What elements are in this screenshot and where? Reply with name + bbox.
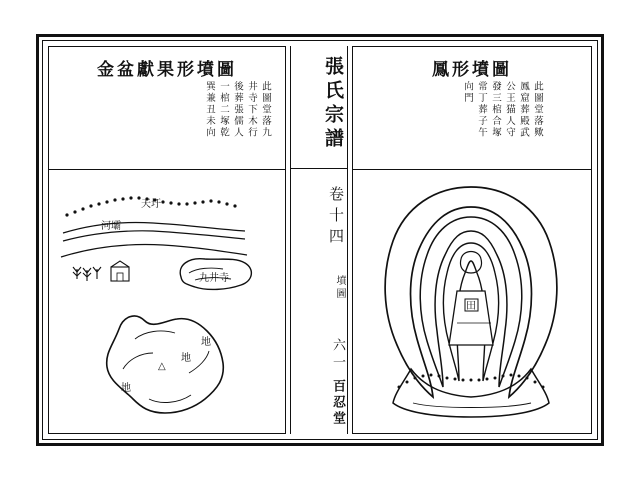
left-page-caption <box>204 81 271 139</box>
caption-column: 發三棺合塚 <box>490 81 501 139</box>
right-page-figure <box>353 173 591 433</box>
caption-column: 此圖堂落九 <box>260 81 271 139</box>
book-spine-strip <box>290 46 348 434</box>
label-land-1: 地 <box>181 353 191 364</box>
caption-column: 一棺二塚乾 <box>218 81 229 139</box>
label-tian-xu: 天圩 <box>141 199 161 210</box>
phoenix-head-shape <box>460 252 481 274</box>
caption-column: 此圖堂落歟 <box>532 81 543 139</box>
road-line <box>61 245 247 258</box>
right-page-header-rule <box>353 169 591 170</box>
tree-cluster-icon <box>73 267 101 281</box>
caption-column: 井寺下木行 <box>246 81 257 139</box>
label-jiujing-temple: 九井寺 <box>199 273 229 284</box>
left-page-title: 金盆獻果形墳圖 <box>97 60 237 80</box>
phoenix-shaped-grave-diagram <box>353 173 591 431</box>
publisher-name: 百忍堂 <box>330 379 345 427</box>
caption-column: 公王猫人守 <box>504 81 515 139</box>
label-land-2: 地 <box>201 337 211 348</box>
dotted-apron-edge <box>398 374 545 389</box>
mound-hatch <box>149 395 191 402</box>
page-number: 六一 <box>330 338 345 372</box>
mound-hatch <box>189 351 209 373</box>
mound-hatch <box>135 331 175 339</box>
mound-hatch <box>123 353 153 369</box>
tomb-structure-icon <box>111 261 129 281</box>
grave-marker: △ <box>158 361 166 372</box>
label-land-3: 地 <box>121 383 131 394</box>
volume-number: 卷十四 <box>327 185 345 249</box>
left-page-header-rule <box>49 169 285 170</box>
apron-hatch <box>413 403 531 408</box>
golden-basin-offering-fruit-grave-diagram <box>49 173 285 431</box>
book-title: 張氏宗譜 <box>322 56 344 152</box>
left-page-figure <box>49 173 285 433</box>
label-river-dam: 河壩 <box>101 221 121 232</box>
caption-column: 鳳窟葬殿武 <box>518 81 529 139</box>
right-page-title: 鳳形墳圖 <box>432 60 512 80</box>
spine-header-rule <box>291 168 347 169</box>
caption-column: 後葬張儒人 <box>232 81 243 139</box>
lower-apron-outline <box>393 369 549 417</box>
caption-column: 向門 <box>462 81 473 104</box>
river-line-lower <box>63 231 245 241</box>
caption-column: 常丁葬子午 <box>476 81 487 139</box>
section-label: 墳圖 <box>334 275 345 301</box>
right-page-caption <box>462 81 543 139</box>
caption-column: 巽兼丑未向 <box>204 81 215 139</box>
tomb-tablet-label: 田 <box>466 301 476 312</box>
left-page-panel <box>48 46 286 434</box>
right-page-panel <box>352 46 592 434</box>
